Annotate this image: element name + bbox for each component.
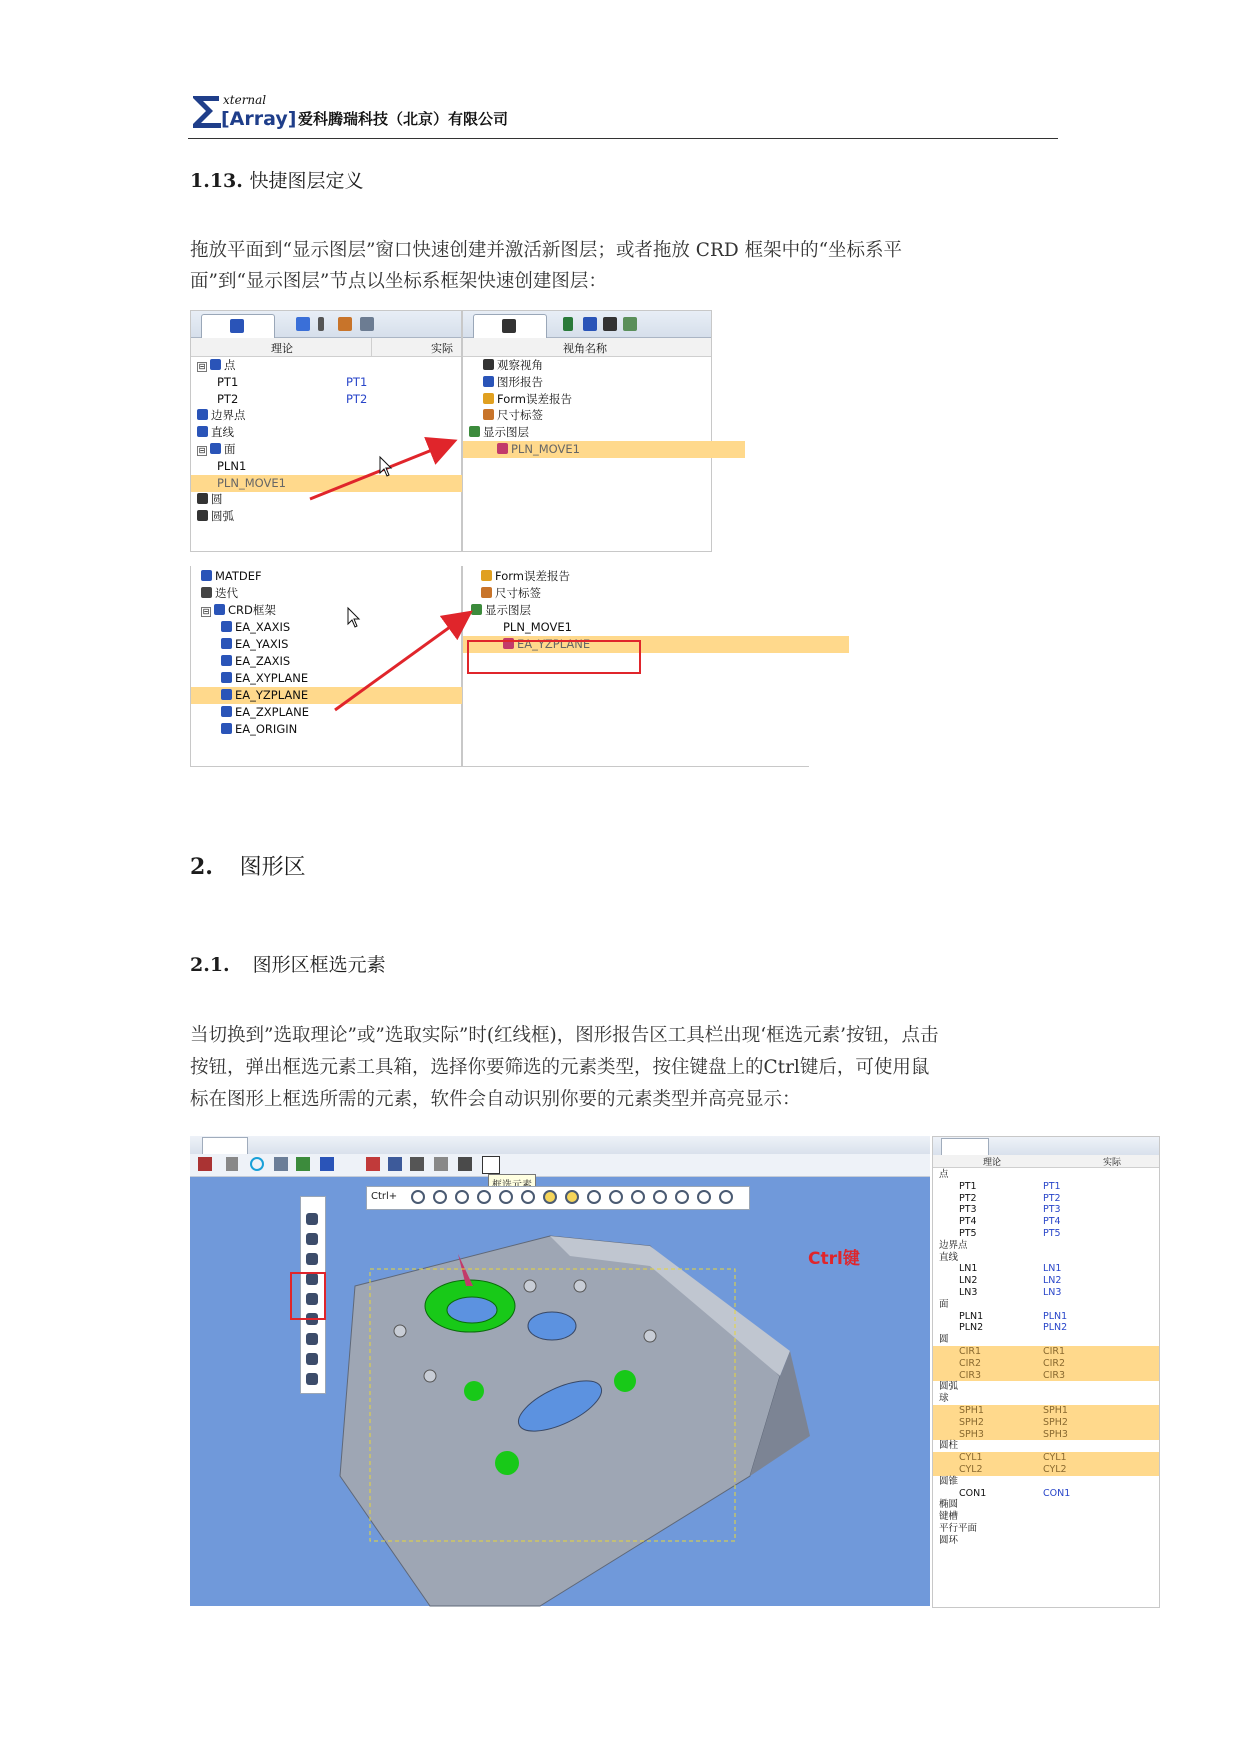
tree-row[interactable] [933,1216,1159,1228]
tree-item-label: 直线 [211,425,234,440]
tree-item-actual: SPH3 [1043,1428,1068,1440]
tree-row[interactable] [933,1511,1159,1523]
tree-row[interactable] [933,1263,1159,1275]
hole [447,1297,497,1323]
hole [574,1280,586,1292]
section-title: 快捷图层定义 [249,170,364,192]
drag-arrow-graphic [190,566,810,766]
tree-item-label: LN3 [959,1287,978,1298]
tree-row[interactable] [933,1358,1159,1370]
tree-row[interactable] [933,1240,1159,1252]
tree-item-label: PLN_MOVE1 [503,620,572,634]
view-icon[interactable] [296,1157,310,1171]
tree-item-actual: LN3 [1043,1287,1062,1298]
tree-item-label: PT2 [959,1192,977,1204]
tree-item-actual: PLN1 [1043,1310,1068,1322]
header-rule [188,138,1058,139]
tree-item-label: 圆环 [939,1534,959,1546]
column-header-view-name: 视角名称 [563,342,607,355]
axis-view-icon[interactable] [320,1157,334,1171]
hole [644,1330,656,1342]
tree-row[interactable] [933,1464,1159,1476]
tree-item-label: EA_ZAXIS [235,654,291,668]
tree-item-label: EA_XAXIS [235,620,291,634]
tree-item-actual: PT1 [1043,1180,1061,1192]
layer-view-icon[interactable] [388,1157,402,1171]
tree-row[interactable] [933,1287,1159,1299]
tree-item-actual: PT1 [346,374,368,389]
tree-item-label: Form误差报告 [495,569,570,583]
tree-item-label: PT1 [217,374,239,389]
tree-item-actual: PT4 [1043,1216,1061,1228]
tree-row[interactable] [933,1252,1159,1264]
tree-row[interactable] [933,1440,1159,1452]
company-logo [191,92,297,130]
tree-item-label: CIR3 [959,1369,982,1381]
tree-row[interactable] [933,1429,1159,1441]
tree-row[interactable] [933,1334,1159,1346]
tree-item-actual: PT3 [1043,1204,1061,1216]
section-number: 1.13. [190,170,243,192]
tree-row[interactable] [933,1204,1159,1216]
tree-row[interactable] [933,1370,1159,1382]
tree-item-actual: CIR3 [1043,1369,1066,1381]
tree-expander[interactable]: ⊟ [198,446,206,455]
tree-row[interactable] [933,1535,1159,1547]
tree-item-label: LN2 [959,1275,978,1287]
tree-row[interactable] [933,1346,1159,1358]
tree-item-label: SPH3 [959,1428,984,1440]
tree-item-label: EA_YAXIS [235,637,289,651]
ctrl-key-label: Ctrl键 [808,1249,860,1269]
tree-item-label: 圆 [939,1334,949,1346]
tree-item-label: PT3 [959,1204,977,1216]
tree-item-actual: CIR1 [1043,1346,1066,1357]
tree-row[interactable] [933,1228,1159,1240]
home-icon[interactable] [198,1157,212,1171]
settings-icon[interactable] [434,1157,448,1171]
paragraph-line: 标在图形上框选所需的元素，软件会自动识别你要的元素类型并高亮显示： [190,1089,801,1110]
tree-item-label: 显示图层 [485,603,531,617]
drag-arrow-graphic [190,310,710,550]
tree-item-label: EA_XYPLANE [235,671,309,685]
column-header-theory: 理论 [271,342,293,355]
section-number: 2. [190,854,213,880]
cursor-select-icon[interactable] [226,1157,238,1171]
tree-item-label: 迭代 [215,586,238,600]
tree-row[interactable] [933,1393,1159,1405]
tree-row[interactable] [933,1322,1159,1334]
tree-item-label: CIR1 [959,1346,982,1357]
tree-item-label: 球 [939,1393,949,1405]
tree-item-label: 观察视角 [497,358,543,372]
tree-item-label: 点 [939,1169,949,1180]
tree-item-label: 椭圆 [939,1499,959,1511]
tree-item-label: 平行平面 [939,1523,978,1534]
section-heading-2-1 [190,950,386,977]
tree-item-label: 边界点 [211,408,246,423]
tree-item-label: 图形报告 [497,374,543,389]
tree-item-label: CYL1 [959,1452,983,1464]
tree-item-actual: CYL2 [1043,1464,1067,1475]
tree-row[interactable] [933,1405,1159,1417]
tree-item-actual: SPH1 [1043,1405,1068,1416]
mouse-cursor-icon [380,457,391,476]
tree-item-actual: PLN2 [1043,1322,1068,1334]
feature-tree-pane-2 [932,1136,1160,1608]
screenshot-quick-layer-plane [190,310,710,550]
tree-row[interactable] [933,1488,1159,1500]
tree-item-label: Form误差报告 [497,391,572,406]
tree-item-label: PT2 [217,391,239,406]
section-number: 2.1. [190,954,230,976]
color-icon[interactable] [366,1157,380,1171]
tree-item-label: PLN_MOVE1 [217,475,286,490]
tree-item-label: 圆柱 [939,1440,959,1452]
tree-item-label: PLN_MOVE1 [511,442,580,456]
tree-item-label: PLN2 [959,1322,984,1334]
graphics-toolbar [190,1154,930,1177]
zoom-window-icon[interactable] [274,1157,288,1171]
tree-row[interactable] [933,1417,1159,1429]
tab-features-2[interactable] [941,1138,989,1156]
tree-item-label: CIR2 [959,1357,982,1369]
highlighted-sphere [614,1370,636,1392]
tree-item-label: SPH2 [959,1416,984,1428]
hole [424,1370,436,1382]
tree-item-label: EA_YZPLANE [235,688,309,702]
feature-tree-tabbar-2 [933,1137,1159,1156]
tree-row[interactable] [933,1452,1159,1464]
tree-item-label: 面 [939,1298,949,1310]
column-header-actual: 实际 [431,342,453,355]
tree-item-actual: SPH2 [1043,1416,1068,1428]
tree-item-actual: PT2 [346,391,368,406]
tree-item-label: PT4 [959,1216,977,1228]
tree-item-actual: PT5 [1043,1228,1061,1239]
tree-item-label: 直线 [939,1251,959,1263]
highlighted-sphere [495,1451,519,1475]
tree-item-actual: CON1 [1043,1487,1071,1499]
tree-row[interactable] [933,1193,1159,1205]
tree-expander[interactable]: ⊟ [202,607,210,616]
tree-item-label: PT1 [959,1180,977,1192]
logo-bottom-text: [Array] [221,108,297,130]
tree-item-actual: LN1 [1043,1263,1062,1275]
tree-item-label: 圆 [211,492,223,507]
tree-item-label: PT5 [959,1228,977,1239]
rotate-icon[interactable] [250,1157,264,1171]
graphics-tabbar [190,1136,930,1155]
tree-item-label: 键槽 [939,1511,959,1523]
tree-item-label: 圆弧 [939,1381,959,1393]
feature-tree-header-2 [933,1155,1159,1168]
ctrl-prefix-label: Ctrl+ [371,1191,398,1202]
tree-item-label: PLN1 [217,458,247,473]
tree-row[interactable] [933,1476,1159,1488]
box-select-button[interactable] [482,1156,500,1174]
tree-item-label: SPH1 [959,1405,984,1416]
section-title: 图形区 [239,855,306,880]
section-heading-2 [190,850,306,881]
logo-top-text: xternal [223,93,267,107]
tree-item-label: CRD框架 [228,603,276,617]
mouse-cursor-icon [348,608,359,627]
column-header-theory: 理论 [983,1158,1002,1168]
tree-item-label: EA_ZXPLANE [235,705,309,719]
tree-item-label: EA_YZPLANE [517,637,591,651]
tree-item-label: CON1 [959,1487,987,1499]
filter-toolbar-icon[interactable] [458,1157,472,1171]
tree-item-label: MATDEF [215,569,262,583]
graphics-area [190,1136,930,1606]
screenshot-box-select [190,1136,1158,1606]
tree-item-actual: PT2 [1043,1192,1061,1204]
tab-graphics[interactable] [202,1137,248,1155]
tree-item-label: 点 [224,358,236,372]
paragraph-line: 拖放平面到“显示图层”窗口快速创建并激活新图层；或者拖放 CRD 框架中的“坐标系平 [190,240,903,261]
tree-row[interactable] [933,1275,1159,1287]
tree-item-label: PLN1 [959,1310,984,1322]
tree-item-label: 边界点 [939,1239,968,1251]
company-name: 爱科腾瑞科技（北京）有限公司 [298,110,509,128]
highlighted-sphere [464,1381,484,1401]
tree-item-label: CYL2 [959,1464,983,1475]
tree-expander[interactable]: ⊟ [198,362,206,371]
tree-item-label: 圆弧 [211,509,234,524]
tree-item-label: 圆锥 [939,1475,959,1487]
tree-item-actual: LN2 [1043,1275,1062,1287]
screenshot-quick-layer-crd [190,566,810,766]
tree-item-label: EA_ORIGIN [235,722,298,736]
tree-item-label: 显示图层 [483,425,529,440]
hole [394,1325,406,1337]
paragraph-line: 按钮，弹出框选元素工具箱，选择你要筛选的元素类型，按住键盘上的Ctrl键后，可使用鼠 [190,1057,930,1078]
paragraph-line: 当切换到”选取理论”或”选取实际”时(红线框)，图形报告区工具栏出现‘框选元素’按钮，点击 [190,1025,939,1046]
column-header-actual: 实际 [1103,1158,1122,1168]
tree-row[interactable] [933,1169,1159,1181]
tree-item-actual: CIR2 [1043,1357,1066,1369]
part-3d-model [190,1176,930,1606]
paragraph-line: 面”到“显示图层”节点以坐标系框架快速创建图层： [190,271,607,292]
camera-toolbar-icon[interactable] [410,1157,424,1171]
tree-item-label: LN1 [959,1263,978,1275]
section-heading-1-13 [190,166,364,193]
tree-item-actual: CYL1 [1043,1452,1067,1464]
tree-row[interactable] [933,1523,1159,1535]
tree-row[interactable] [933,1311,1159,1323]
tree-item-label: 尺寸标签 [495,586,541,600]
tree-row[interactable] [933,1381,1159,1393]
tree-row[interactable] [933,1499,1159,1511]
tree-row[interactable] [933,1299,1159,1311]
tree-row[interactable] [933,1181,1159,1193]
tree-item-label: 尺寸标签 [497,408,543,423]
hole [524,1280,536,1292]
section-title: 图形区框选元素 [252,954,386,976]
countersink-hole [528,1312,576,1340]
drag-arrow [335,614,468,710]
tree-item-label: 面 [224,442,236,456]
